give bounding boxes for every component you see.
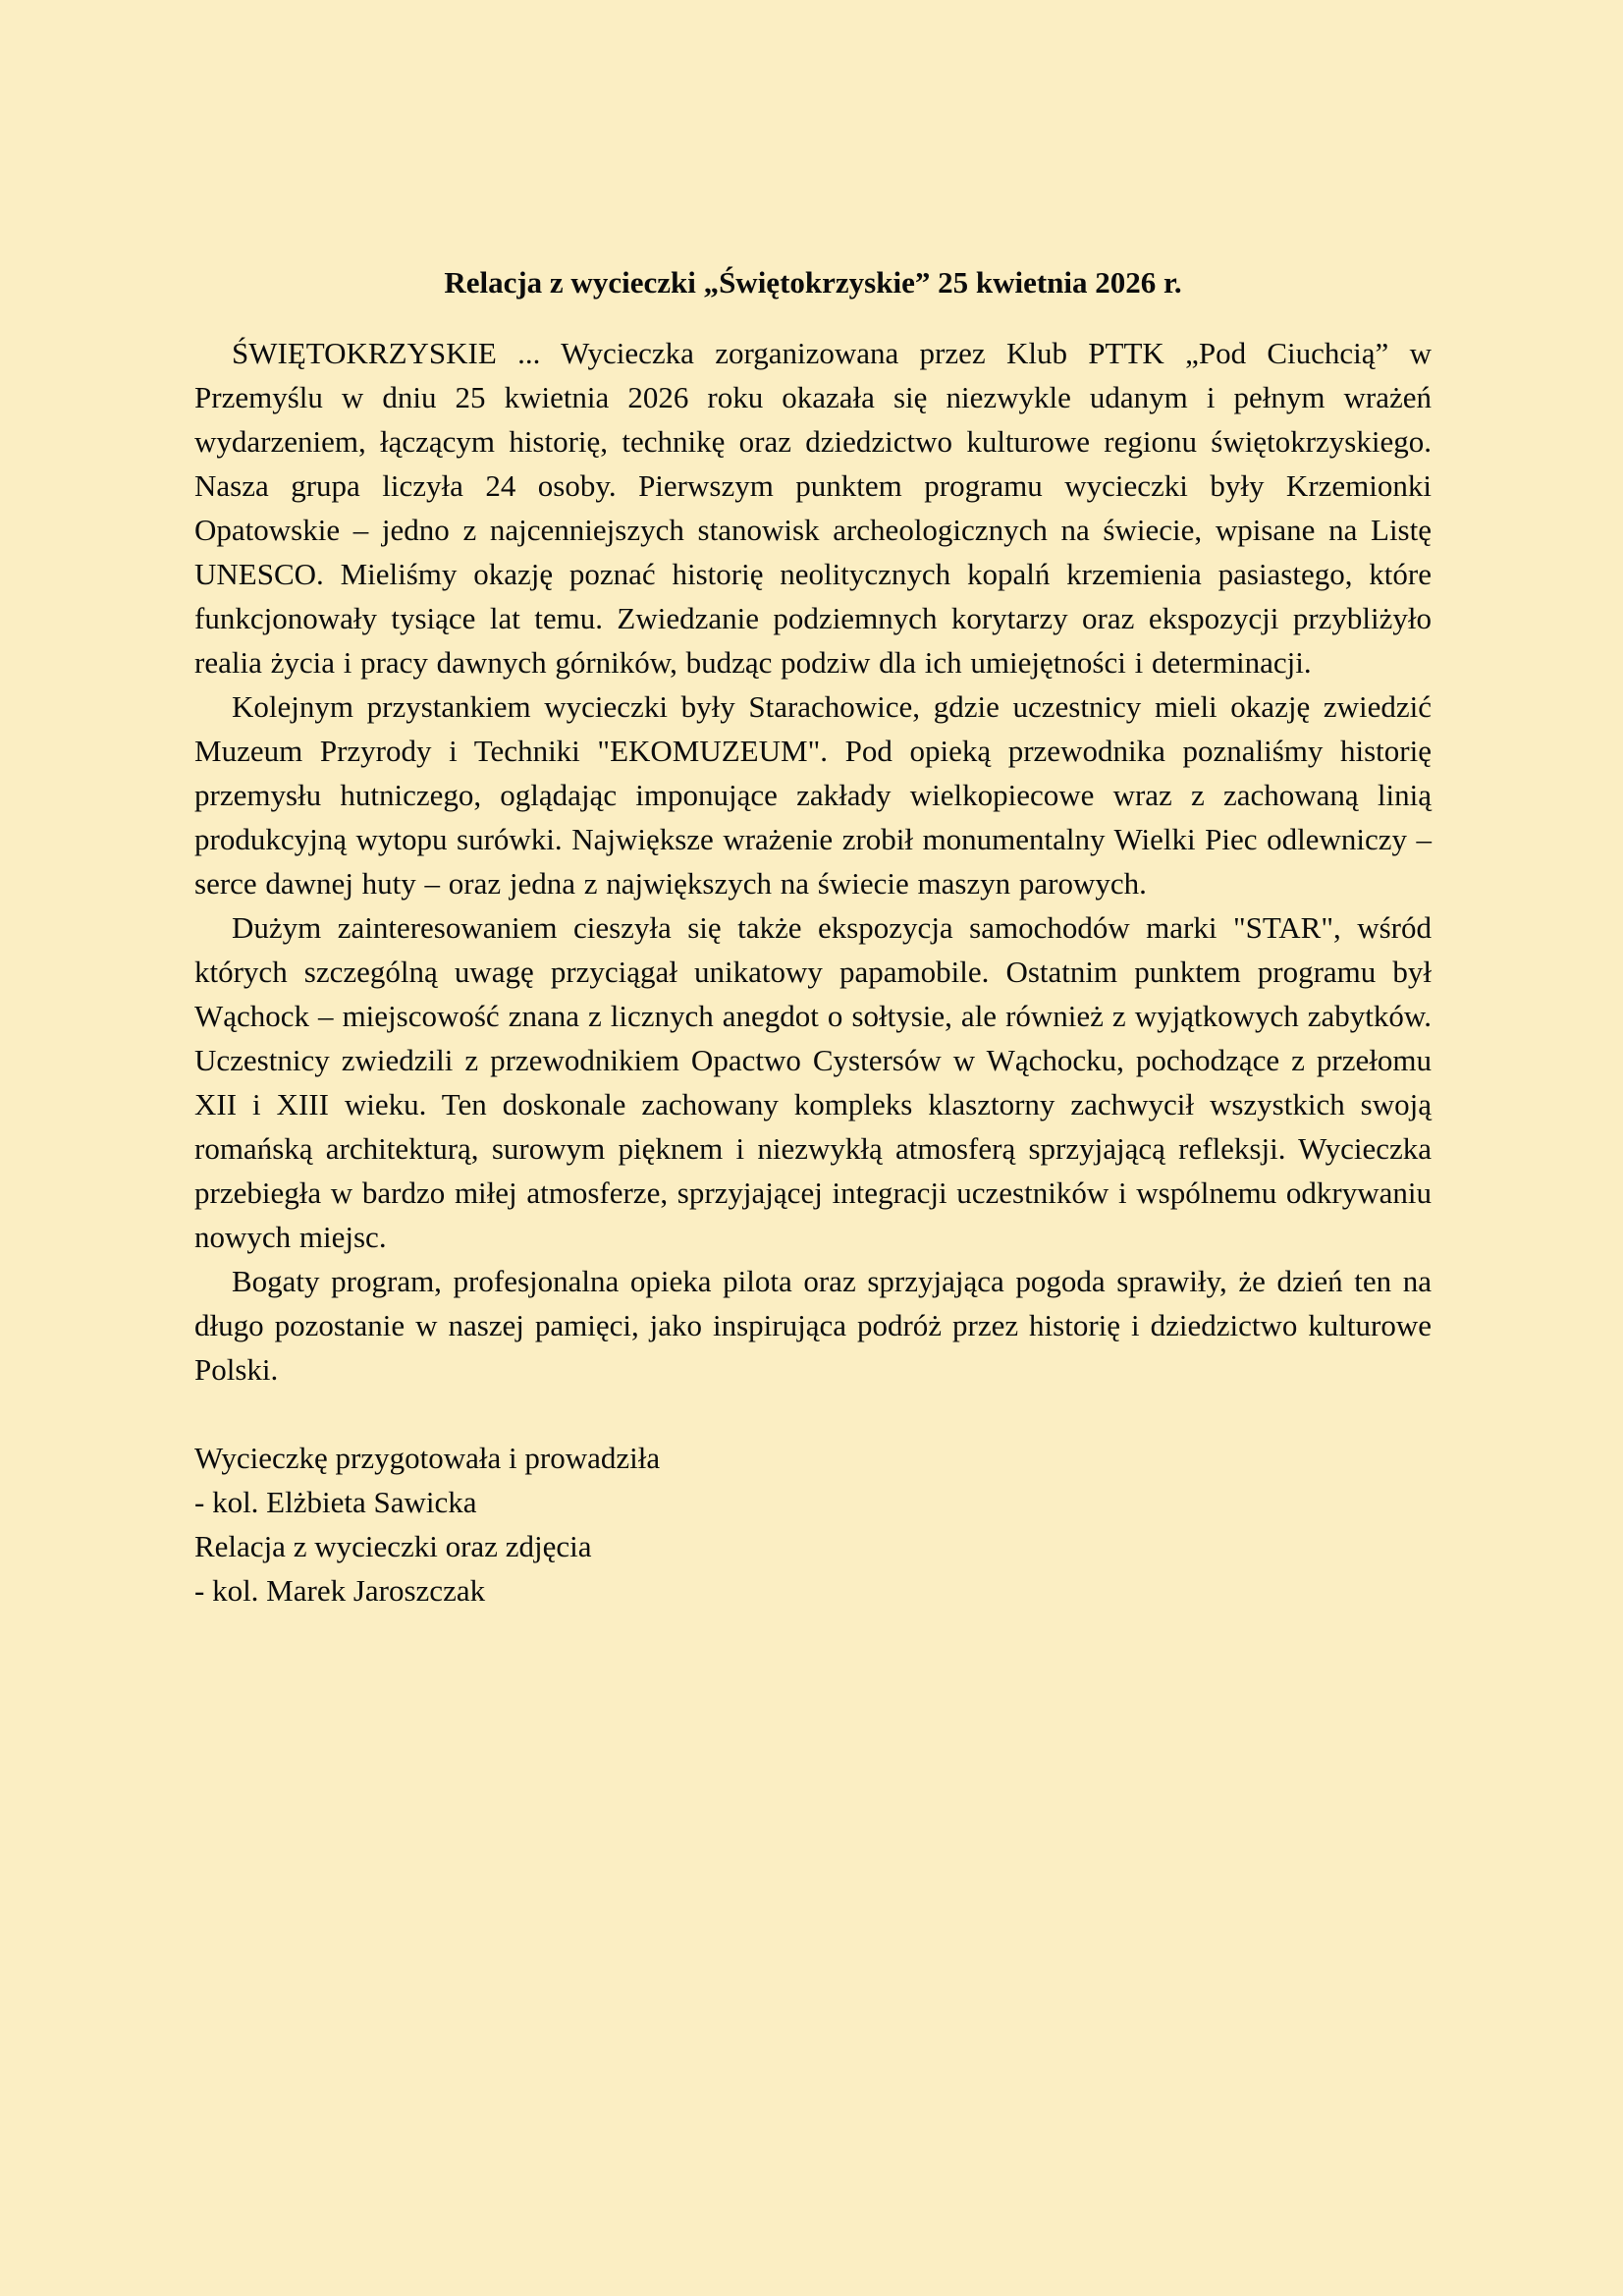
credits-report-photos-label: Relacja z wycieczki oraz zdjęcia: [194, 1529, 592, 1563]
report-paragraph-starachowice: Kolejnym przystankiem wycieczki były Starachowice, gdzie uczestnicy mieli okazję zwiedzić Muzeum Przyrody i Techniki "EKOMUZEUM". Pod opieką przewodnika poznaliśmy historię przemysłu hutniczego, oglądając imponujące zakłady wielkopiecowe wraz z zachowaną linią produkcyjną wytopu surówki. Największe wrażenie zrobił monumentalny Wielki Piec odlewniczy – serce dawnej huty – oraz jedna z największych na świecie maszyn parowych.: [194, 689, 1432, 901]
document-title: Relacja z wycieczki „Świętokrzyskie” 25 kwietnia 2026 r.: [444, 265, 1182, 300]
report-paragraph-summary: Bogaty program, profesjonalna opieka pilota oraz sprzyjająca pogoda sprawiły, że dzień ten na długo pozostanie w naszej pamięci, jako inspirująca podróż przez historię i dziedzictwo kulturowe Polski.: [194, 1264, 1432, 1387]
report-paragraph-wachock: Dużym zainteresowaniem cieszyła się także ekspozycja samochodów marki "STAR", wśród których szczególną uwagę przyciągał unikatowy papamobile. Ostatnim punktem programu był Wąchock – miejscowość znana z licznych anegdot o sołtysie, ale również z wyjątkowych zabytków. Uczestnicy zwiedzili z przewodnikiem Opactwo Cystersów w Wąchocku, pochodzące z przełomu XII i XIII wieku. Ten doskonale zachowany kompleks klasztorny zachwycił wszystkich swoją romańską architekturą, surowym pięknem i niezwykłą atmosferą sprzyjającą refleksji. Wycieczka przebiegła w bardzo miłej atmosferze, sprzyjającej integracji uczestników i wspólnemu odkrywaniu nowych miejsc.: [194, 910, 1432, 1254]
credits-guide-name: - kol. Elżbieta Sawicka: [194, 1485, 477, 1519]
credits-block: [194, 1436, 1432, 1613]
credits-prepared-by-label: Wycieczkę przygotowała i prowadziła: [194, 1441, 661, 1475]
report-paragraph-intro: ŚWIĘTOKRZYSKIE ... Wycieczka zorganizowana przez Klub PTTK „Pod Ciuchcią” w Przemyślu w dniu 25 kwietnia 2026 roku okazała się niezwykle udanym i pełnym wrażeń wydarzeniem, łączącym historię, technikę oraz dziedzictwo kulturowe regionu świętokrzyskiego. Nasza grupa liczyła 24 osoby. Pierwszym punktem programu wycieczki były Krzemionki Opatowskie – jedno z najcenniejszych stanowisk archeologicznych na świecie, wpisane na Listę UNESCO. Mieliśmy okazję poznać historię neolitycznych kopalń krzemienia pasiastego, które funkcjonowały tysiące lat temu. Zwiedzanie podziemnych korytarzy oraz ekspozycji przybliżyło realia życia i pracy dawnych górników, budząc podziw dla ich umiejętności i determinacji.: [194, 336, 1432, 680]
credits-author-name: - kol. Marek Jaroszczak: [194, 1573, 486, 1608]
